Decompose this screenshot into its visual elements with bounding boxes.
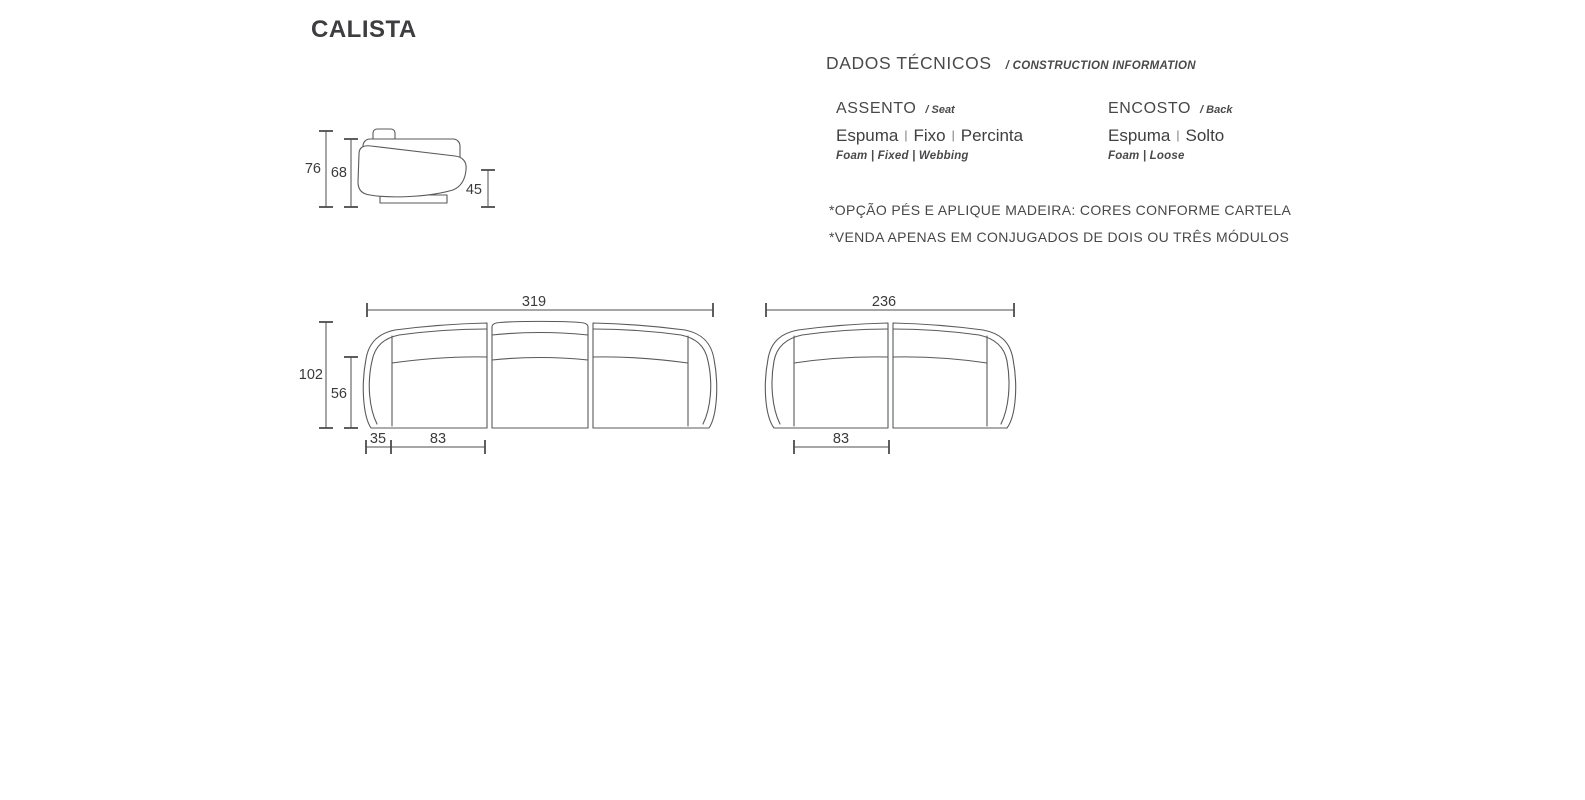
back-spec-section — [1108, 100, 1232, 162]
sofa2-left-module-outline — [765, 323, 888, 428]
seat-spec-section — [836, 100, 1023, 162]
sofa2-right-seat-line — [893, 357, 987, 363]
sofa3-right-module-inner-line — [593, 329, 711, 424]
tech-data-title-en: / CONSTRUCTION INFORMATION — [1005, 60, 1196, 72]
sofa2-width-label: 236 — [871, 294, 897, 310]
side-seat-height-label: 45 — [465, 182, 482, 198]
sofa2-left-seat-line — [794, 357, 888, 363]
sofa3-middle-module-outline — [492, 321, 588, 428]
notes-block — [829, 197, 1291, 250]
sofa3-right-seat-line — [593, 357, 688, 363]
sofa2-right-module-outline — [893, 323, 1016, 428]
sofa2-seat-width-label: 83 — [832, 431, 850, 447]
sofa3-left-seat-line — [392, 357, 487, 363]
back-features-en: Foam | Loose — [1108, 150, 1185, 162]
sofa-three-module-drawing — [293, 283, 725, 463]
tech-data-title: DADOS TÉCNICOS — [826, 53, 992, 73]
page-title: CALISTA — [311, 16, 417, 43]
back-features — [1108, 126, 1232, 146]
tech-data-header — [826, 53, 1196, 74]
sofa2-right-module-inner-line — [893, 329, 1009, 424]
side-view-drawing — [293, 110, 508, 220]
sofa3-middle-module-inner-line — [492, 333, 588, 336]
note-line: *OPÇÃO PÉS E APLIQUE MADEIRA: CORES CONFORME CARTELA — [829, 202, 1292, 218]
sofa3-right-module-outline — [593, 323, 717, 428]
separator: | — [951, 128, 955, 142]
sofa2-left-module-inner-line — [772, 329, 888, 424]
seat-label-en: / Seat — [925, 104, 955, 116]
separator: | — [1176, 128, 1180, 142]
back-spec-heading — [1108, 100, 1232, 118]
seat-spec-heading — [836, 100, 1023, 118]
feature-item: Espuma — [1108, 126, 1171, 145]
back-label-en: / Back — [1200, 104, 1233, 116]
sofa3-middle-seat-line — [492, 358, 588, 361]
side-total-height-label: 76 — [304, 161, 321, 177]
sofa-two-module-drawing — [738, 283, 1028, 463]
separator: | — [904, 128, 908, 142]
sofa3-width-label: 319 — [521, 294, 547, 310]
sofa3-seat-height-label: 56 — [330, 386, 347, 402]
feature-item: Percinta — [960, 126, 1024, 145]
feature-item: Fixo — [913, 126, 946, 145]
seat-features — [836, 126, 1023, 146]
sofa3-height-label: 102 — [298, 367, 323, 383]
sofa3-seat-width-label: 83 — [429, 431, 447, 447]
note-line: *VENDA APENAS EM CONJUGADOS DE DOIS OU TRÊS MÓDULOS — [829, 228, 1290, 245]
sofa3-left-module-inner-line — [369, 329, 487, 424]
feature-item: Espuma — [836, 126, 899, 145]
feature-item: Solto — [1185, 126, 1225, 145]
seat-label: ASSENTO — [836, 100, 917, 117]
side-back-height-label: 68 — [330, 165, 347, 181]
seat-features-en: Foam | Fixed | Webbing — [836, 150, 969, 162]
sofa3-arm-width-label: 35 — [369, 431, 387, 447]
sofa3-left-module-outline — [363, 323, 487, 428]
back-label: ENCOSTO — [1108, 100, 1192, 117]
